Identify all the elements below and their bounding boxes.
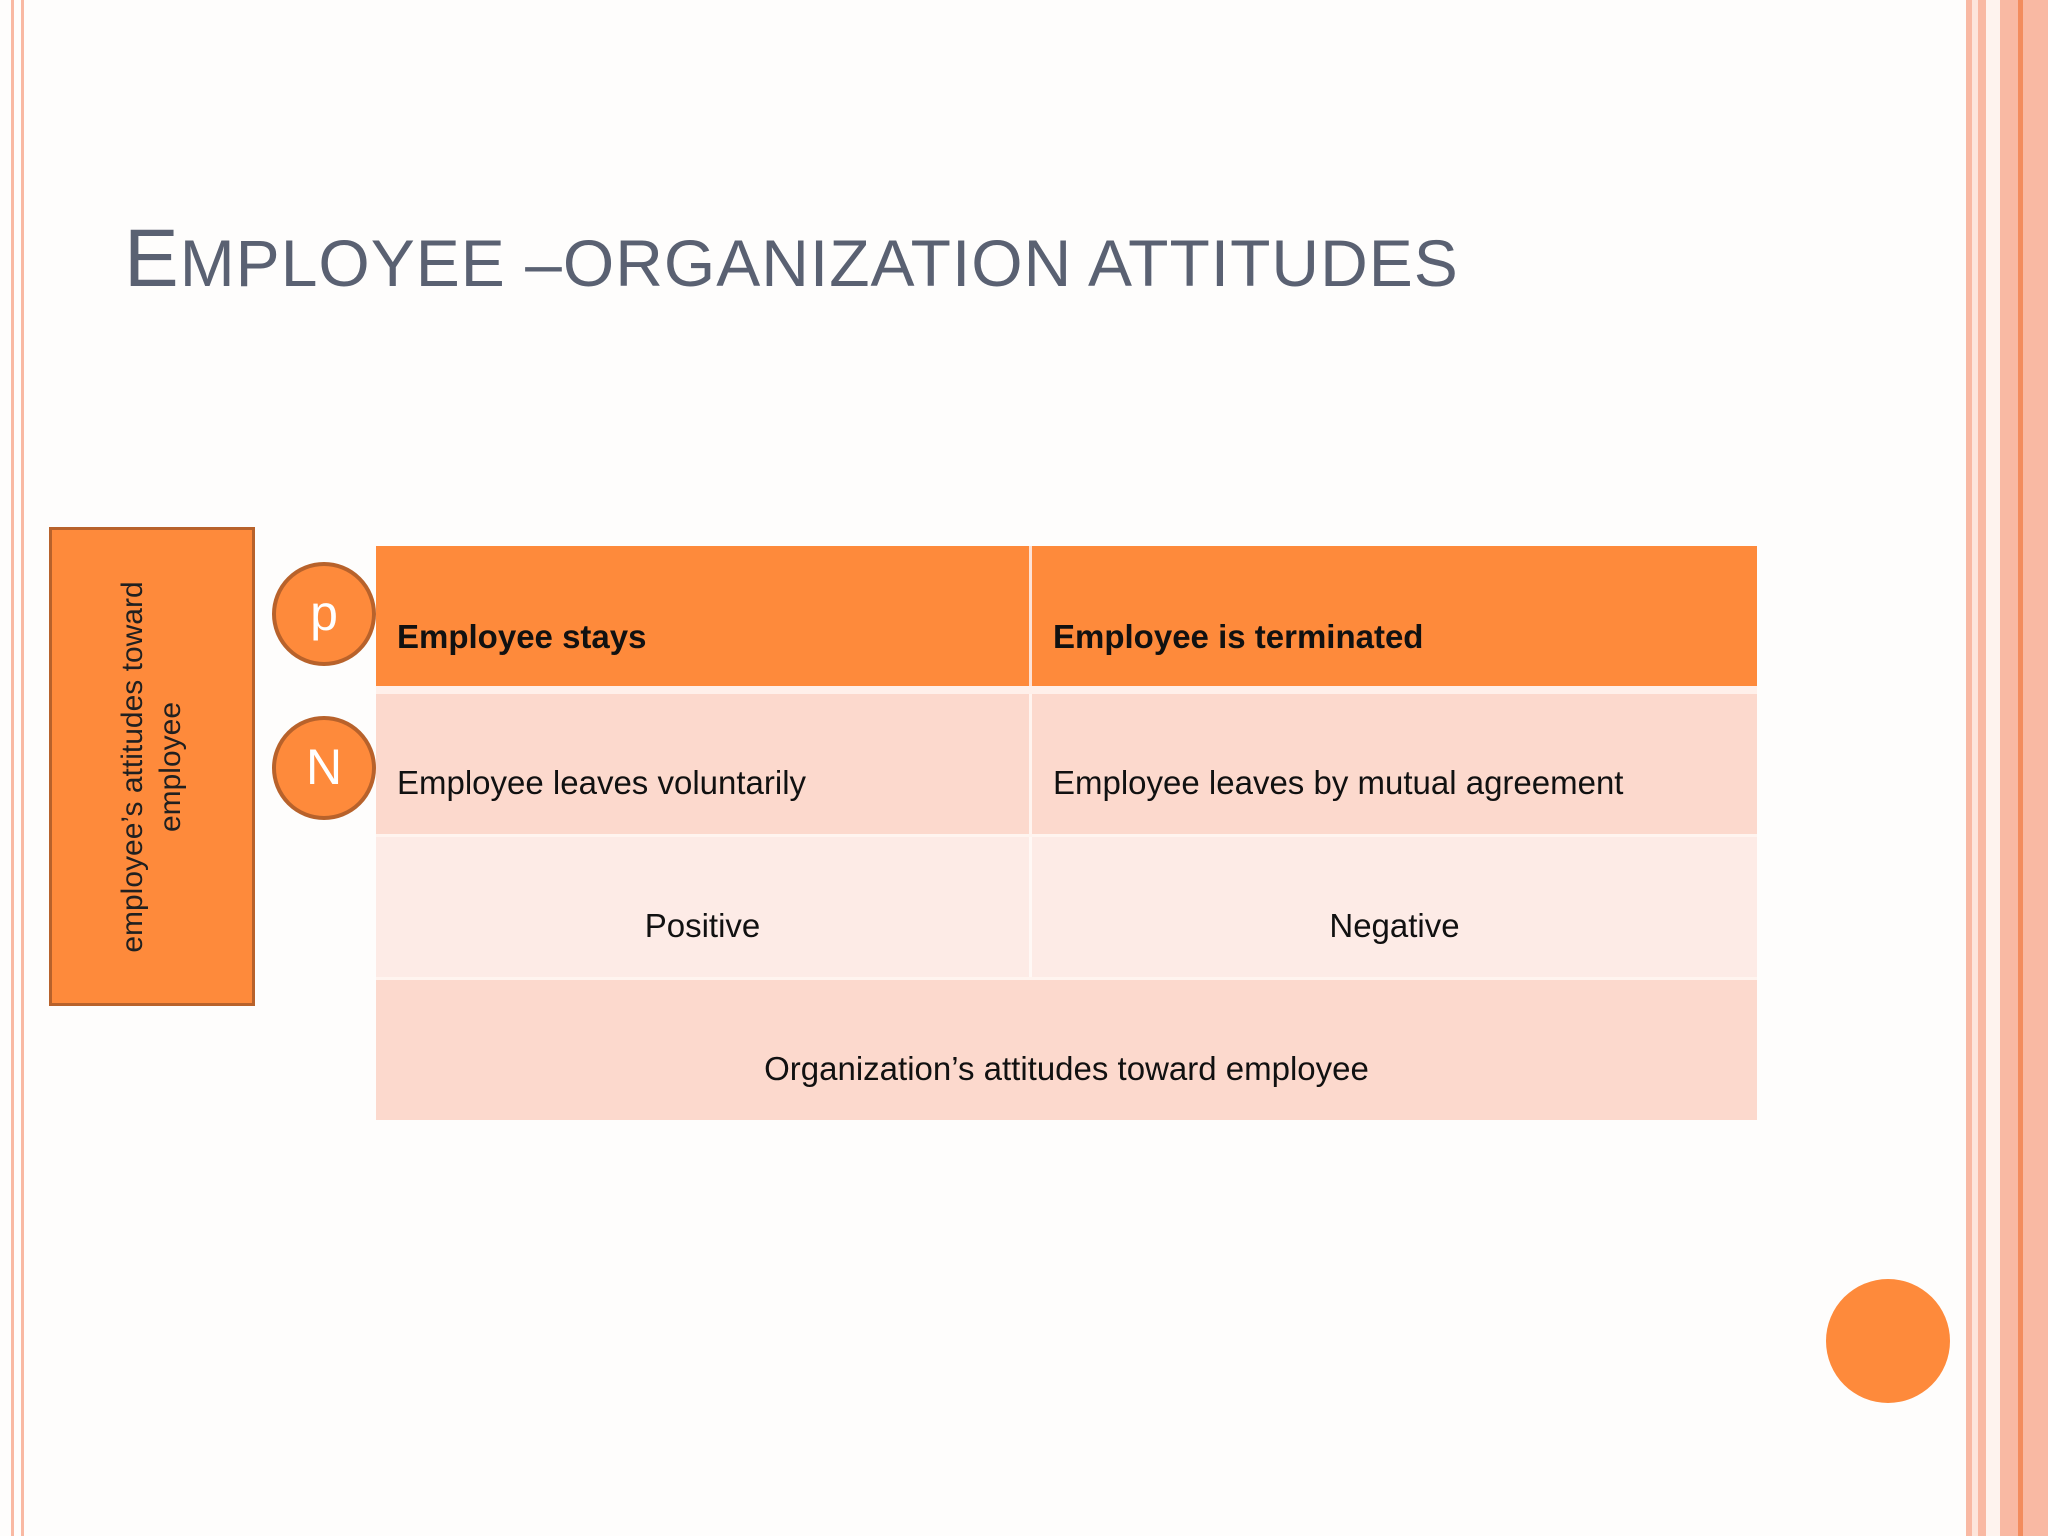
table-footer-cell: Organization’s attitudes toward employee	[376, 980, 1757, 1120]
title-text-part: ORGANIZATION ATTITUDES	[562, 226, 1459, 300]
positive-marker-circle: p	[272, 562, 376, 666]
left-border-line	[21, 0, 24, 1536]
table-row	[376, 546, 1757, 686]
attitude-matrix-table	[376, 546, 1757, 1120]
right-border-stripes	[1966, 0, 2048, 1536]
table-cell: Employee leaves by mutual agreement	[1032, 694, 1757, 834]
decorative-circle	[1826, 1279, 1950, 1403]
table-cell: Employee leaves voluntarily	[376, 694, 1032, 834]
slide-title	[124, 212, 1459, 306]
table-row	[376, 686, 1757, 834]
title-first-letter: E	[124, 213, 180, 304]
table-cell: Employee stays	[376, 546, 1032, 686]
table-row	[376, 977, 1757, 1120]
table-cell: Employee is terminated	[1032, 546, 1757, 686]
title-text-part: MPLOYEE –	[179, 226, 563, 300]
employee-attitude-axis-box	[49, 527, 255, 1006]
employee-attitude-axis-label: employee’s attitudes toward employee	[116, 580, 187, 953]
table-cell: Negative	[1032, 837, 1757, 977]
negative-marker-circle: N	[272, 716, 376, 820]
left-border-line	[11, 0, 14, 1536]
table-row	[376, 834, 1757, 977]
table-cell: Positive	[376, 837, 1032, 977]
